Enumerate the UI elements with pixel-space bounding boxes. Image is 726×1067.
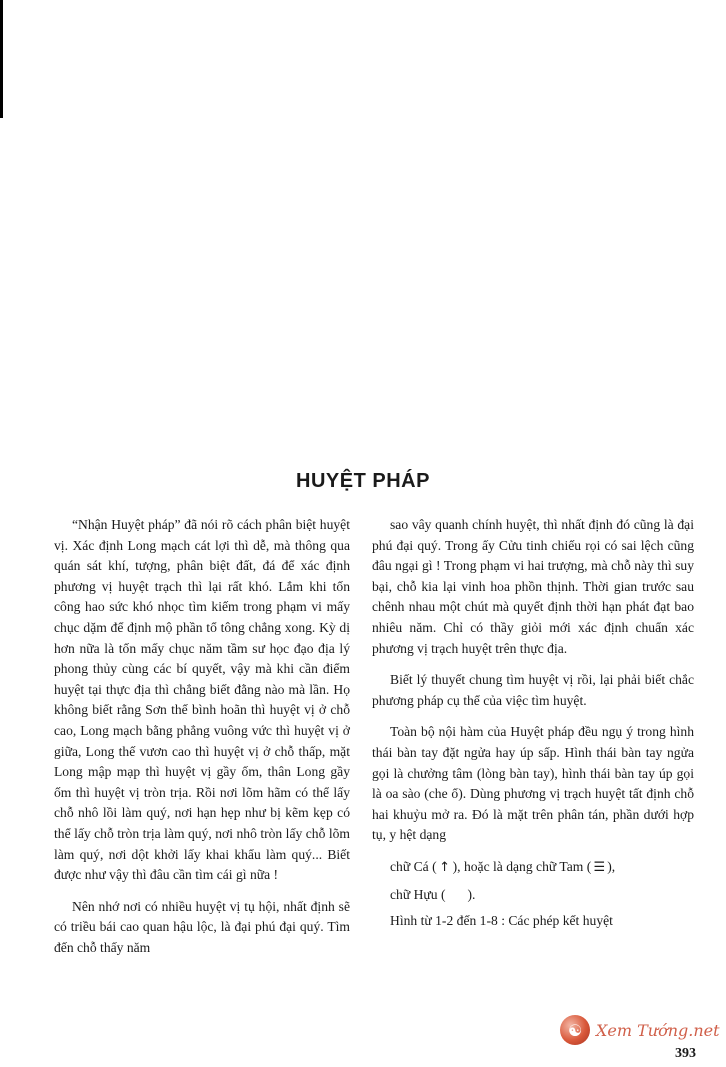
right-paragraph-2: Biết lý thuyết chung tìm huyệt vị rồi, lại phải biết chắc phương pháp cụ thể của việc tìm huyệt. [372,672,694,708]
ca-prefix: chữ Cá ( [390,858,437,874]
figure-caption: Hình từ 1-2 đến 1-8 : Các phép kết huyệt [390,913,613,929]
page-edge [0,0,3,118]
left-paragraph-1: “Nhận Huyệt pháp” đã nói rõ cách phân biệt huyệt vị. Xác định Long mạch cát lợi thì dễ, mà thông qua quán sát khí, tượng, phân biệt đất, đá để xác định phương vị huyệt trạch thì lại rất khó. Lắm khi tốn công hao sức khó nhọc tìm kiếm trong phạm vi mấy chục dặm để định mộ phần tổ tông chẳng xong. Kỳ dị hơn nữa là tốn mấy chục năm tầm sư học đạo địa lý phong thủy cùng các bí quyết, vậy mà khi cần điểm huyệt tại thực địa thì chẳng biết đằng nào mà lần. Họ không biết rằng Sơn thế bình hoãn thì huyệt vị ở chỗ cao, Long mạch bằng phẳng vuông vức thì huyệt vị ở giữa, Long thế vươn cao thì huyệt vị ở chỗ thấp, mặt Long mập mạp thì huyệt vị gầy ốm, thân Long gầy ốm thì huyệt vị tròn trịa. Rồi nơi lõm hãm có thể lấy chỗ nhô lồi làm quý, nơi hạn hẹp như bị kẽm kẹp có thể lấy chỗ tròn trịa làm quý, nơi nhô tròn lấy chỗ lõm làm quý, nơi dột khởi lấy khai khẩu làm quý... Biết được như vậy thì đâu cần tìm cái gì nữa ! [54,517,350,883]
char-shapes-line [372,857,694,879]
left-paragraph-2: Nên nhớ nơi có nhiều huyệt vị tụ hội, nhất định sẽ có triều bái cao quan hậu lộc, là đại phú đại quý. Tìm đến chỗ thấy năm [54,898,350,955]
huu-end: ). [467,886,476,902]
right-column [372,515,694,938]
right-paragraph-3: Toàn bộ nội hàm của Huyệt pháp đều ngụ ý trong hình thái bàn tay đặt ngửa hay úp sấp. Hình thái bàn tay ngửa gọi là chưởng tâm (lòng bàn tay), hình thái bàn tay úp gọi là oa sào (che ổ). Dùng phương vị trạch huyệt tất định chỗ hai khuỷu mở ra. Đó là mặt trên phân tán, phần dưới hợp tụ, y hệt dạng [372,724,694,843]
yin-yang-icon: ☯ [560,1015,590,1045]
huu-line [372,885,694,906]
watermark [560,1010,726,1050]
left-column [54,515,350,969]
watermark-text: Xem Tướng.net [596,1020,720,1040]
right-paragraph-1: sao vây quanh chính huyệt, thì nhất định đó cũng là đại phú đại quý. Trong ấy Cửu tinh chiếu rọi có sai lệch cũng đâu ngại gì ! Trong phạm vi hai trượng, mà chỗ này thì suy bại, chỗ kia lại vinh hoa phồn thịnh. Thời gian trước sau chênh nhau một chút mà quyết định thời hạn phát đạt bao nhiêu năm. Chỉ có thầy giỏi mới xác định chuẩn xác phương vị trạch huyệt trên thực địa. [372,517,694,656]
huu-prefix: chữ Hựu ( [390,886,446,902]
page-title: HUYỆT PHÁP [296,470,430,492]
up-arrow-icon: ↑ [439,859,451,875]
page-number: 393 [675,1046,696,1061]
trigram-icon: ☰ [593,859,606,875]
ca-end: ), [607,858,616,874]
ca-middle: ), hoặc là dạng chữ Tam ( [452,858,592,874]
